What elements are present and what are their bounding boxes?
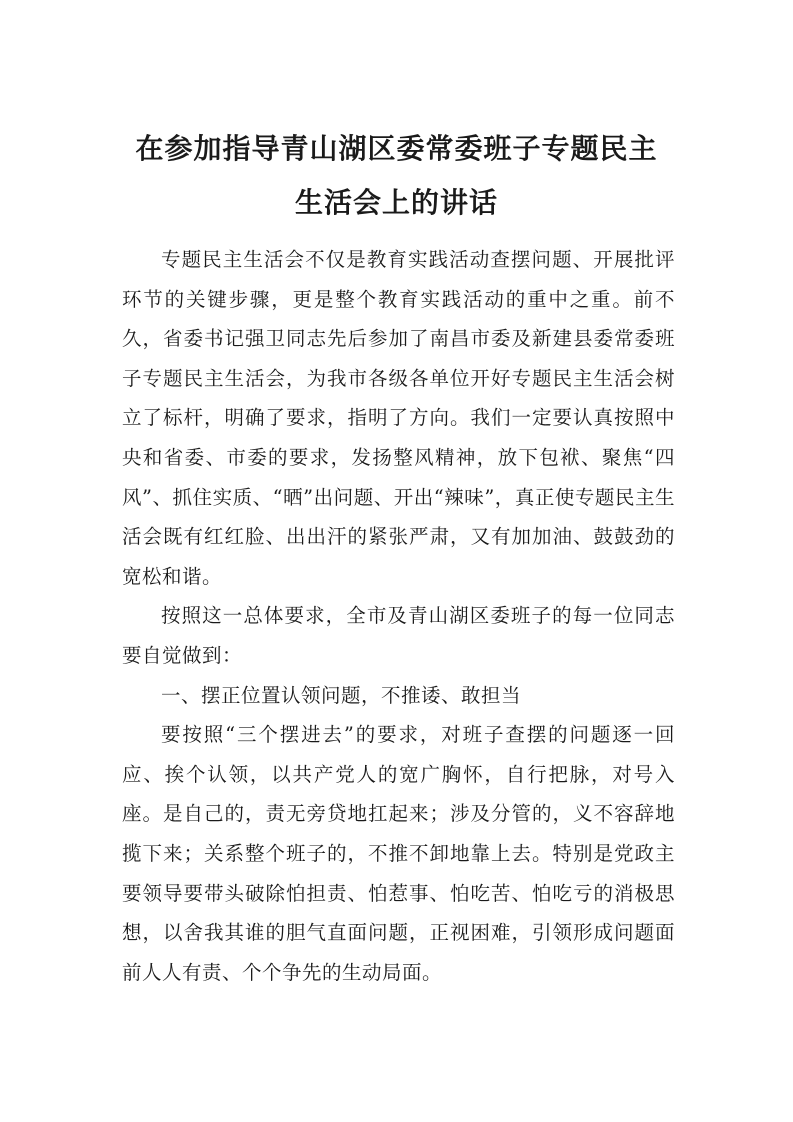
paragraph-requirement: 按照这一总体要求，全市及青山湖区委班子的每一位同志要自觉做到：	[122, 604, 675, 667]
title-line-2: 生活会上的讲话	[294, 186, 498, 219]
paragraph-intro: 专题民主生活会不仅是教育实践活动查摆问题、开展批评环节的关键步骤，更是整个教育实践活动的重中之重。前不久，省委书记强卫同志先后参加了南昌市委及新建县委常委班子专题民主生活会，为我市各级各单位开好专题民主生活会树立了标杆，明确了要求，指明了方向。我们一定要认真按照中央和省委、市委的要求，发扬整风精神，放下包袱、聚焦“四风”、抓住实质、“晒”出问题、开出“辣味”，真正使专题民主生活会既有红红脸、出出汗的紧张严肃，又有加加油、鼓鼓劲的宽松和谐。	[122, 248, 675, 588]
paragraph-section-1: 要按照“三个摆进去”的要求，对班子查摆的问题逐一回应、挨个认领，以共产党人的宽广胸怀，自行把脉，对号入座。是自己的，责无旁贷地扛起来；涉及分管的，义不容辞地揽下来；关系整个班子的，不推不卸地靠上去。特别是党政主要领导要带头破除怕担责、怕惹事、怕吃苦、怕吃亏的消极思想，以舍我其谁的胆气直面问题，正视困难，引领形成问题面前人人有责、个个争先的生动局面。	[122, 723, 675, 984]
document-body	[122, 240, 675, 992]
section-heading-1: 一、摆正位置认领问题，不推诿、敢担当	[161, 683, 522, 707]
document-title	[80, 122, 713, 230]
title-line-1: 在参加指导青山湖区委常委班子专题民主	[135, 132, 658, 165]
